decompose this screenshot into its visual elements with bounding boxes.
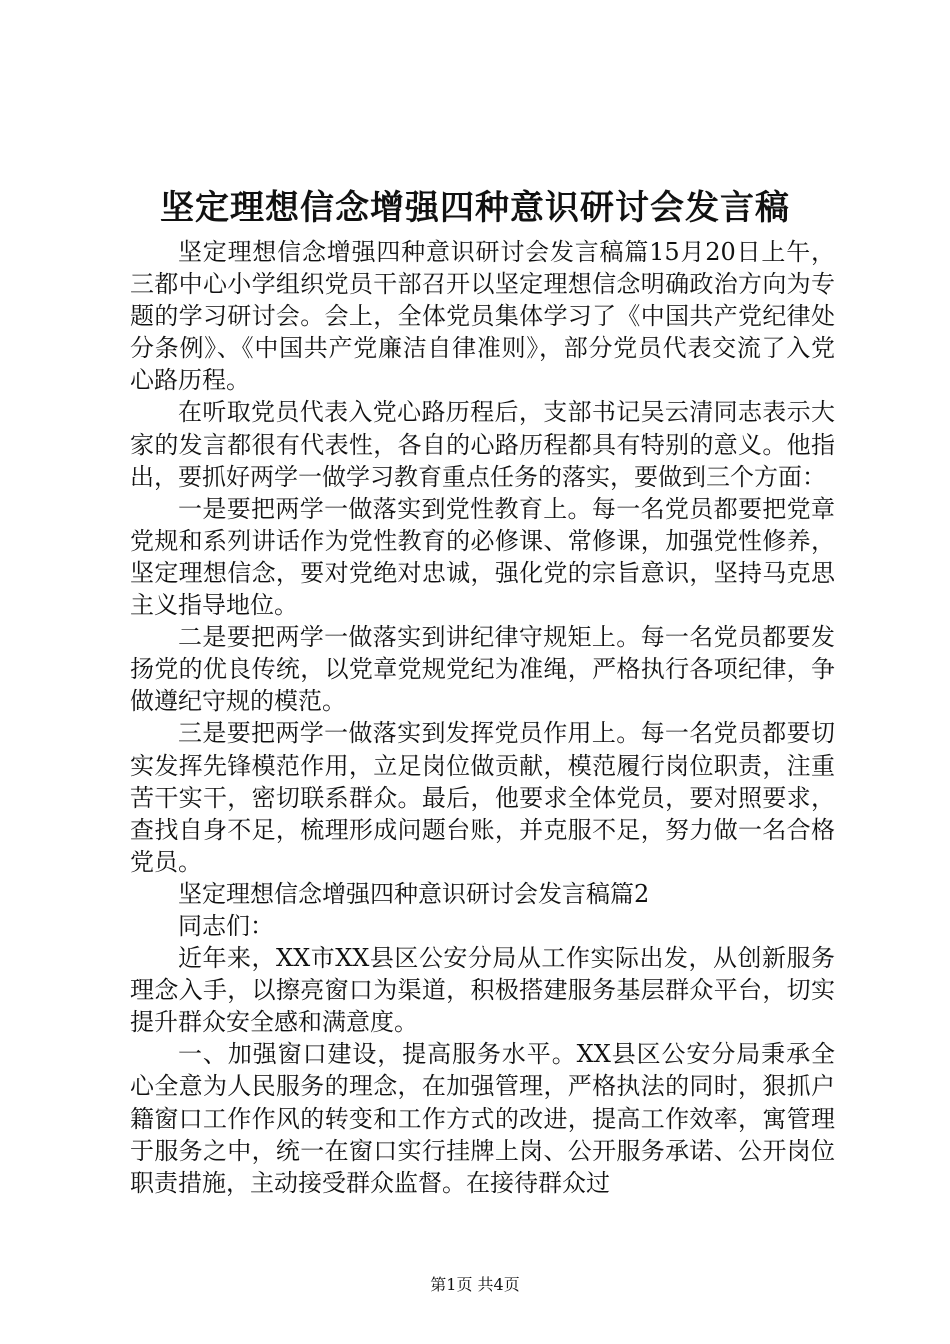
paragraph-1: 坚定理想信念增强四种意识研讨会发言稿篇15月20日上午，三都中心小学组织党员干部召开以坚定理想信念明确政治方向为专题的学习研讨会。会上，全体党员集体学习了《中国共产党纪律处分条例》、《中国共产党廉洁自律准则》，部分党员代表交流了入党心路历程。 — [130, 238, 835, 395]
section-heading-2: 坚定理想信念增强四种意识研讨会发言稿篇2 — [178, 879, 650, 908]
paragraph-3: 一是要把两学一做落实到党性教育上。每一名党员都要把党章党规和系列讲话作为党性教育的必修课、常修课，加强党性修养，坚定理想信念，要对党绝对忠诚，强化党的宗旨意识，坚持马克思主义指导地位。 — [130, 494, 835, 620]
paragraph-7: 一、加强窗口建设，提高服务水平。XX县区公安分局秉承全心全意为人民服务的理念，在加强管理，严格执法的同时，狠抓户籍窗口工作作风的转变和工作方式的改进，提高工作效率，寓管理于服务之中，统一在窗口实行挂牌上岗、公开服务承诺、公开岗位职责措施，主动接受群众监督。在接待群众过 — [130, 1040, 835, 1197]
paragraph-5: 三是要把两学一做落实到发挥党员作用上。每一名党员都要切实发挥先锋模范作用，立足岗位做贡献，模范履行岗位职责，注重苦干实干，密切联系群众。最后，他要求全体党员，要对照要求，查找自身不足，梳理形成问题台账，并克服不足，努力做一名合格党员。 — [130, 719, 835, 876]
salutation: 同志们： — [178, 911, 274, 940]
paragraph-6: 近年来，XX市XX县区公安分局从工作实际出发，从创新服务理念入手，以擦亮窗口为渠道，积极搭建服务基层群众平台，切实提升群众安全感和满意度。 — [130, 944, 835, 1037]
paragraph-4: 二是要把两学一做落实到讲纪律守规矩上。每一名党员都要发扬党的优良传统，以党章党规党纪为准绳，严格执行各项纪律，争做遵纪守规的模范。 — [130, 623, 835, 716]
document-body — [130, 236, 835, 1199]
document-title: 坚定理想信念增强四种意识研讨会发言稿 — [160, 188, 790, 228]
page-footer: 第1页 共4页 — [430, 1275, 520, 1294]
paragraph-2: 在听取党员代表入党心路历程后，支部书记吴云清同志表示大家的发言都很有代表性，各自的心路历程都具有特别的意义。他指出，要抓好两学一做学习教育重点任务的落实，要做到三个方面： — [130, 398, 835, 491]
